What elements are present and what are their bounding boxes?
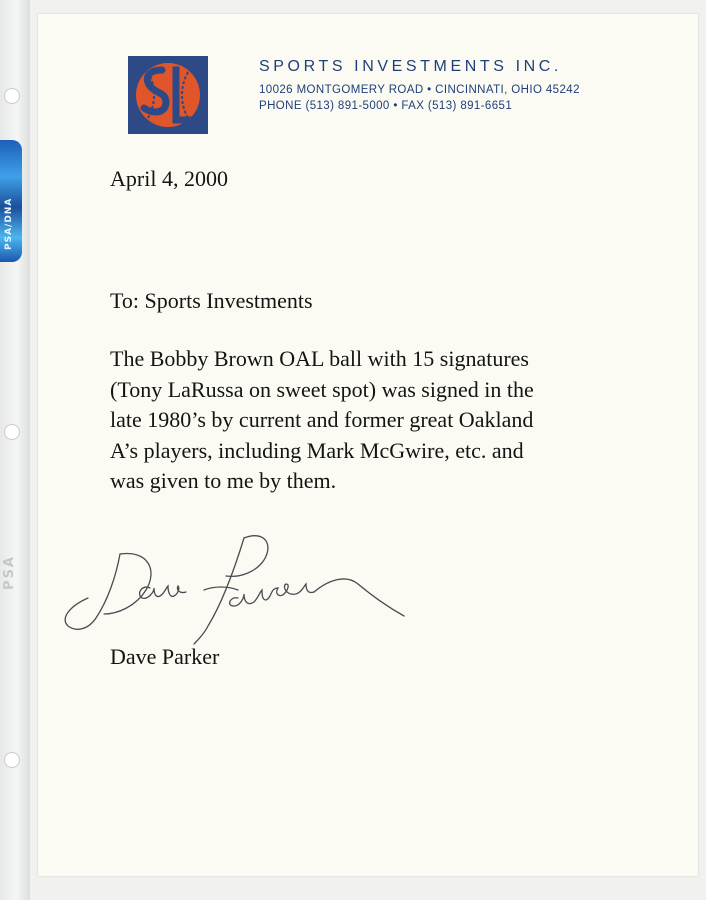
binder-hole xyxy=(4,88,20,104)
signer-name: Dave Parker xyxy=(110,644,220,669)
letter-page xyxy=(38,14,698,876)
letterhead xyxy=(259,58,580,116)
sleeve-watermark: PSA xyxy=(2,555,17,590)
company-contact: PHONE (513) 891-5000 • FAX (513) 891-6651 xyxy=(259,100,513,112)
body-line: (Tony LaRussa on sweet spot) was signed in the xyxy=(110,376,534,402)
handwritten-signature xyxy=(58,514,418,654)
authentication-hologram-icon xyxy=(0,140,22,262)
hologram-text: PSA/DNA xyxy=(4,197,14,250)
letter-body xyxy=(110,344,630,497)
company-logo xyxy=(128,56,208,134)
binder-hole xyxy=(4,424,20,440)
plastic-sleeve xyxy=(0,0,30,900)
body-line: was given to me by them. xyxy=(110,468,337,493)
binder-hole xyxy=(4,752,20,768)
body-line: A’s players, including Mark McGwire, etc. and xyxy=(110,437,524,463)
body-line: The Bobby Brown OAL ball with 15 signatures xyxy=(110,346,529,371)
recipient-line: To: Sports Investments xyxy=(110,288,313,313)
company-name: SPORTS INVESTMENTS INC. xyxy=(259,58,562,75)
body-line: late 1980’s by current and former great Oakland xyxy=(110,407,534,432)
company-address: 10026 MONTGOMERY ROAD • CINCINNATI, OHIO 45242 xyxy=(259,84,580,96)
letter-date: April 4, 2000 xyxy=(110,166,228,191)
baseball-logo-icon xyxy=(128,56,208,134)
